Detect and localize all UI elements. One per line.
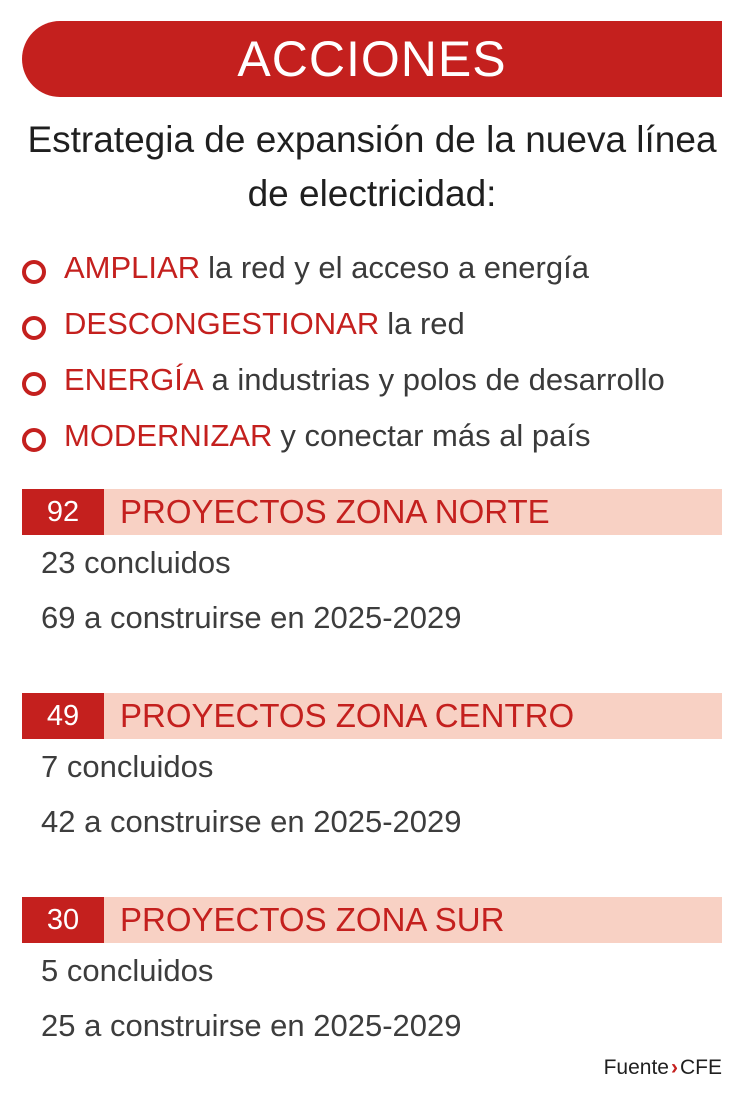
source-credit xyxy=(604,1056,722,1080)
chevron-right-icon: › xyxy=(671,1056,678,1079)
action-keyword: DESCONGESTIONAR xyxy=(64,306,380,341)
zone-north xyxy=(22,489,722,645)
action-description: a industrias y polos de desarrollo xyxy=(211,362,665,397)
zone-count-badge: 49 xyxy=(22,693,104,739)
action-keyword: MODERNIZAR xyxy=(64,418,273,453)
circle-bullet-icon xyxy=(22,316,46,340)
action-description: y conectar más al país xyxy=(280,418,591,453)
action-description: la red y el acceso a energía xyxy=(208,250,589,285)
action-item xyxy=(22,296,732,352)
zone-planned: 42 a construirse en 2025-2029 xyxy=(41,803,462,839)
circle-bullet-icon xyxy=(22,428,46,452)
action-keyword: AMPLIAR xyxy=(64,250,201,285)
zone-title: PROYECTOS ZONA SUR xyxy=(120,901,505,938)
action-item xyxy=(22,240,732,296)
actions-list xyxy=(22,240,732,464)
zone-count-badge: 30 xyxy=(22,897,104,943)
zone-planned: 69 a construirse en 2025-2029 xyxy=(41,599,462,635)
zone-south xyxy=(22,897,722,1053)
zone-header xyxy=(22,897,722,943)
subtitle: Estrategia de expansión de la nueva línea de electricidad: xyxy=(27,119,717,214)
action-description: la red xyxy=(387,306,465,341)
zone-header xyxy=(22,693,722,739)
action-item xyxy=(22,352,732,408)
header-banner xyxy=(22,21,722,97)
zone-header xyxy=(22,489,722,535)
circle-bullet-icon xyxy=(22,260,46,284)
source-value: CFE xyxy=(680,1056,722,1079)
action-item xyxy=(22,408,732,464)
action-keyword: ENERGÍA xyxy=(64,362,204,397)
page-title: ACCIONES xyxy=(237,31,507,87)
zone-completed: 5 concluidos xyxy=(41,952,214,988)
zone-planned: 25 a construirse en 2025-2029 xyxy=(41,1007,462,1043)
zone-center xyxy=(22,693,722,849)
source-label: Fuente xyxy=(603,1056,669,1079)
zone-title: PROYECTOS ZONA NORTE xyxy=(120,493,550,530)
circle-bullet-icon xyxy=(22,372,46,396)
zone-completed: 23 concluidos xyxy=(41,544,231,580)
zone-completed: 7 concluidos xyxy=(41,748,214,784)
zone-title: PROYECTOS ZONA CENTRO xyxy=(120,697,575,734)
zone-count-badge: 92 xyxy=(22,489,104,535)
